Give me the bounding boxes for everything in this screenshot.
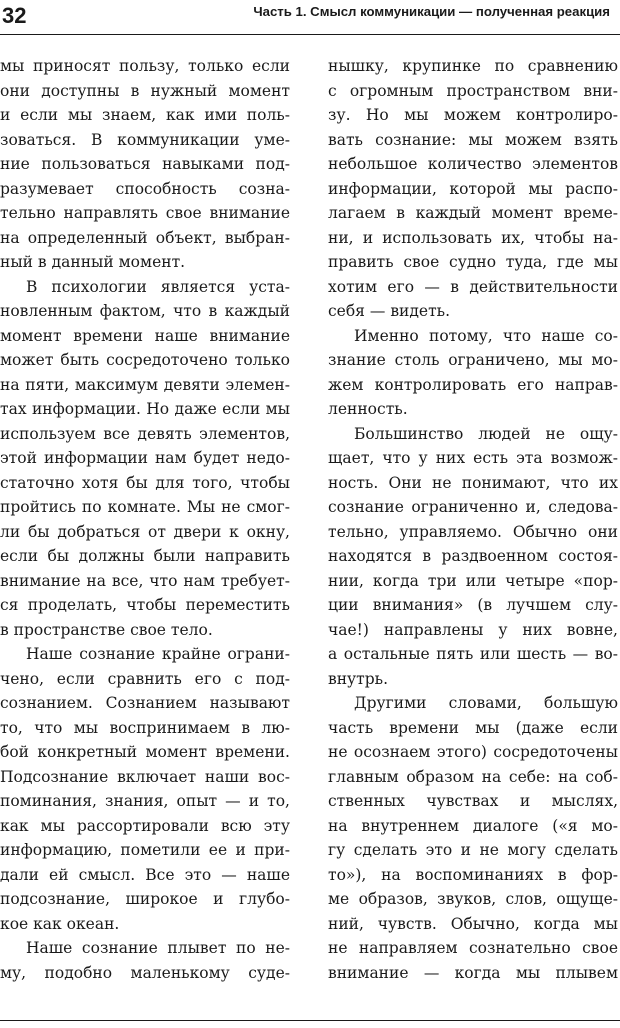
header-rule — [0, 34, 620, 35]
text-column-left — [0, 54, 290, 985]
text-line: хотим его — в действительности — [328, 277, 618, 296]
text-line: если бы должны были направить — [0, 547, 290, 565]
text-line: чено, если сравнить его с под- — [0, 669, 290, 688]
text-line: ный в данный момент. — [0, 253, 186, 271]
text-line: информации, которой мы распо- — [328, 179, 618, 198]
text-line: главным образом на себе: на соб- — [328, 767, 618, 786]
text-line: то»), на воспоминаниях в фор- — [328, 865, 618, 884]
text-line: разумевает способность созна- — [0, 179, 290, 198]
text-line: находятся в раздвоенном состоя- — [328, 547, 618, 565]
text-line: вать сознание: мы можем взять — [328, 130, 618, 149]
text-line: себя — видеть. — [328, 302, 451, 320]
text-line: не направляем сознательно свое — [328, 939, 618, 957]
text-line: используем все девять элементов, — [0, 424, 290, 443]
text-line: тельно направлять свое внимание — [0, 204, 290, 222]
text-column-right — [328, 54, 618, 985]
text-line: нышку, крупинке по сравнению — [328, 57, 618, 75]
text-line: щает, что у них есть эта возмож- — [328, 449, 618, 467]
text-line: с огромным пространством вни- — [328, 81, 618, 100]
text-line: гу сделать это и не могу сделать — [328, 841, 618, 859]
text-line: Подсознание включает наши вос- — [0, 767, 290, 786]
text-line: поминания, знания, опыт — и то, — [0, 792, 290, 810]
page-number: 32 — [2, 3, 27, 28]
text-line: сознанием. Сознанием называют — [0, 694, 290, 712]
text-line: жем контролировать его направ- — [328, 375, 618, 394]
text-line: ний, чувств. Обычно, когда мы — [328, 914, 618, 933]
text-line: сознание ограниченно и, следова- — [328, 498, 618, 516]
text-line: Именно потому, что наше со- — [354, 326, 618, 345]
text-line: внимание — когда мы плывем — [328, 963, 618, 982]
text-line: ние пользоваться навыками под- — [0, 155, 290, 173]
text-line: лагаем в каждый момент време- — [328, 204, 618, 222]
text-line: чае!) направлены у них вовне, — [328, 620, 618, 639]
text-line: Большинство людей не ощу- — [354, 424, 618, 443]
text-line: информацию, пометили ее и при- — [0, 841, 290, 859]
text-line: ции внимания» (в лучшем слу- — [328, 596, 618, 614]
text-line: внимание на все, что нам требует- — [0, 571, 290, 590]
text-line: внутрь. — [328, 669, 389, 688]
text-line: ме образов, звуков, слов, ощуще- — [328, 890, 618, 908]
footer-rule — [0, 1020, 620, 1021]
text-line: Наше сознание крайне ограни- — [26, 645, 290, 663]
text-line: зу. Но мы можем контролиро- — [328, 106, 618, 124]
text-line: новленным фактом, что в каждый — [0, 302, 290, 320]
text-line: тах информации. Но даже если мы — [0, 400, 290, 418]
text-line: на пяти, максимум девяти элемен- — [0, 375, 290, 394]
text-line: В психологии является уста- — [26, 277, 290, 296]
text-line: не осознаем этого) сосредоточены — [328, 743, 618, 761]
text-line: знание столь ограничено, мы мо- — [328, 351, 618, 369]
text-line: нии, когда три или четыре «пор- — [328, 571, 618, 590]
text-line: может быть сосредоточено только — [0, 351, 290, 369]
text-line: ственных чувствах и мыслях, — [328, 792, 618, 810]
text-line: ленность. — [328, 400, 408, 418]
text-line: пройтись по комнате. Мы не смог- — [0, 498, 290, 516]
text-line: править свое судно туда, где мы — [328, 253, 618, 271]
text-line: ни, и использовать их, чтобы на- — [328, 228, 618, 247]
running-head: Часть 1. Смысл коммуникации — полученная реакция — [253, 4, 610, 19]
text-line: как мы рассортировали всю эту — [0, 816, 290, 835]
text-line: статочно хотя бы для того, чтобы — [0, 473, 290, 492]
text-line: ли бы добраться от двери к окну, — [0, 522, 290, 541]
text-line: мы приносят пользу, только если — [0, 57, 290, 75]
text-line: на определенный объект, выбран- — [0, 228, 290, 247]
text-line: они доступны в нужный момент — [0, 81, 290, 100]
text-line: Другими словами, большую — [354, 694, 618, 712]
text-line: зоваться. В коммуникации уме- — [0, 130, 290, 149]
text-line: небольшое количество элементов — [328, 155, 618, 173]
text-line: а остальные пять или шесть — во- — [328, 645, 618, 663]
text-line: му, подобно маленькому суде- — [0, 963, 290, 982]
text-line: ся проделать, чтобы переместить — [0, 596, 290, 614]
text-line: дали ей смысл. Все это — наше — [0, 865, 290, 884]
text-line: часть времени мы (даже если — [328, 718, 618, 737]
text-line: в пространстве свое тело. — [0, 620, 213, 639]
text-line: ность. Они не понимают, что их — [328, 473, 618, 492]
text-line: момент времени наше внимание — [0, 326, 290, 345]
text-line: бой конкретный момент времени. — [0, 743, 290, 761]
text-line: то, что мы воспринимаем в лю- — [0, 718, 290, 737]
text-line: на внутреннем диалоге («я мо- — [328, 816, 618, 835]
text-line: и если мы знаем, как ими поль- — [0, 106, 290, 124]
text-line: тельно, управляемо. Обычно они — [328, 522, 618, 541]
text-line: Наше сознание плывет по не- — [26, 939, 290, 957]
text-line: кое как океан. — [0, 914, 120, 933]
text-line: этой информации нам будет недо- — [0, 449, 290, 467]
page-header — [0, 0, 620, 44]
text-line: подсознание, широкое и глубо- — [0, 890, 290, 908]
